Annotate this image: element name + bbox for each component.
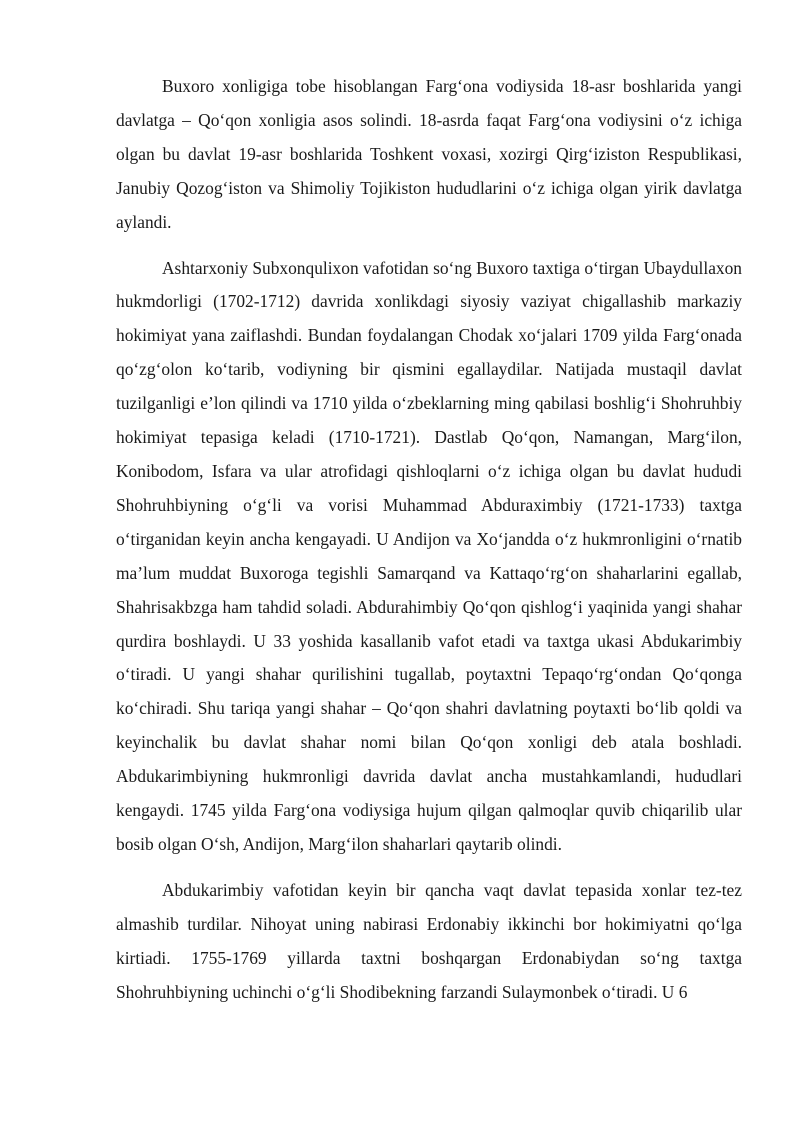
paragraph-1: Buxoro xonligiga tobe hisoblangan Farg‘ona vodiysida 18-asr boshlarida yangi davlatga – Qo‘qon xonligia asos solindi. 18-asrda faqat Farg‘ona vodiysini o‘z ichiga olgan bu davlat 19-asr boshlarida Toshkent voxasi, xozirgi Qirg‘iziston Respublikasi, Janubiy Qozog‘iston va Shimoliy Tojikiston hududlarini o‘z ichiga olgan yirik davlatga aylandi. <box>116 76 742 232</box>
document-page <box>116 70 742 1021</box>
paragraph-3: Abdukarimbiy vafotidan keyin bir qancha vaqt davlat tepasida xonlar tez-tez almashib turdilar. Nihoyat uning nabirasi Erdonabiy ikkinchi bor hokimiyatni qo‘lga kirtiadi. 1755-1769 yillarda taxtni boshqargan Erdonabiydan so‘ng taxtga Shohruhbiyning uchinchi o‘g‘li Shodibekning farzandi Sulaymonbek o‘tiradi. U 6 <box>116 879 742 1002</box>
paragraph-2: Ashtarxoniy Subxonqulixon vafotidan so‘ng Buxoro taxtiga o‘tirgan Ubaydullaxon hukmdorligi (1702-1712) davrida xonlikdagi siyosiy vaziyat chigallashib markaziy hokimiyat yana zaiflashdi. Bundan foydalangan Chodak xo‘jalari 1709 yilda Farg‘onada qo‘zg‘olon ko‘tarib, vodiyning bir qismini egallaydilar. Natijada mustaqil davlat tuzilganligi e’lon qilindi va 1710 yilda o‘zbeklarning ming qabilasi boshlig‘i Shohruhbiy hokimiyat tepasiga keladi (1710-1721). Dastlab Qo‘qon, Namangan, Marg‘ilon, Konibodom, Isfara va ular atrofidagi qishloqlarni o‘z ichiga olgan bu davlat hududi Shohruhbiyning o‘g‘li va vorisi Muhammad Abduraximbiy (1721-1733) taxtga o‘tirganidan keyin ancha kengayadi. U Andijon va Xo‘jandda o‘z hukmronligini o‘rnatib ma’lum muddat Buxoroga tegishli Samarqand va Kattaqo‘rg‘on shaharlarini egallab, Shahrisakbzga ham tahdid soladi. Abdurahimbiy Qo‘qon qishlog‘i yaqinida yangi shahar qurdira boshlaydi. U 33 yoshida kasallanib vafot etadi va taxtga ukasi Abdukarimbiy o‘tiradi. U yangi shahar qurilishini tugallab, poytaxtni Tepaqo‘rg‘ondan Qo‘qonga ko‘chiradi. Shu tariqa yangi shahar – Qo‘qon shahri davlatning poytaxti bo‘lib qoldi va keyinchalik bu davlat shahar nomi bilan Qo‘qon xonligi deb atala boshladi. Abdukarimbiyning hukmronligi davrida davlat ancha mustahkamlandi, hududlari kengaydi. 1745 yilda Farg‘ona vodiysiga hujum qilgan qalmoqlar quvib chiqarilib ular bosib olgan O‘sh, Andijon, Marg‘ilon shaharlari qaytarib olindi. <box>116 257 742 854</box>
